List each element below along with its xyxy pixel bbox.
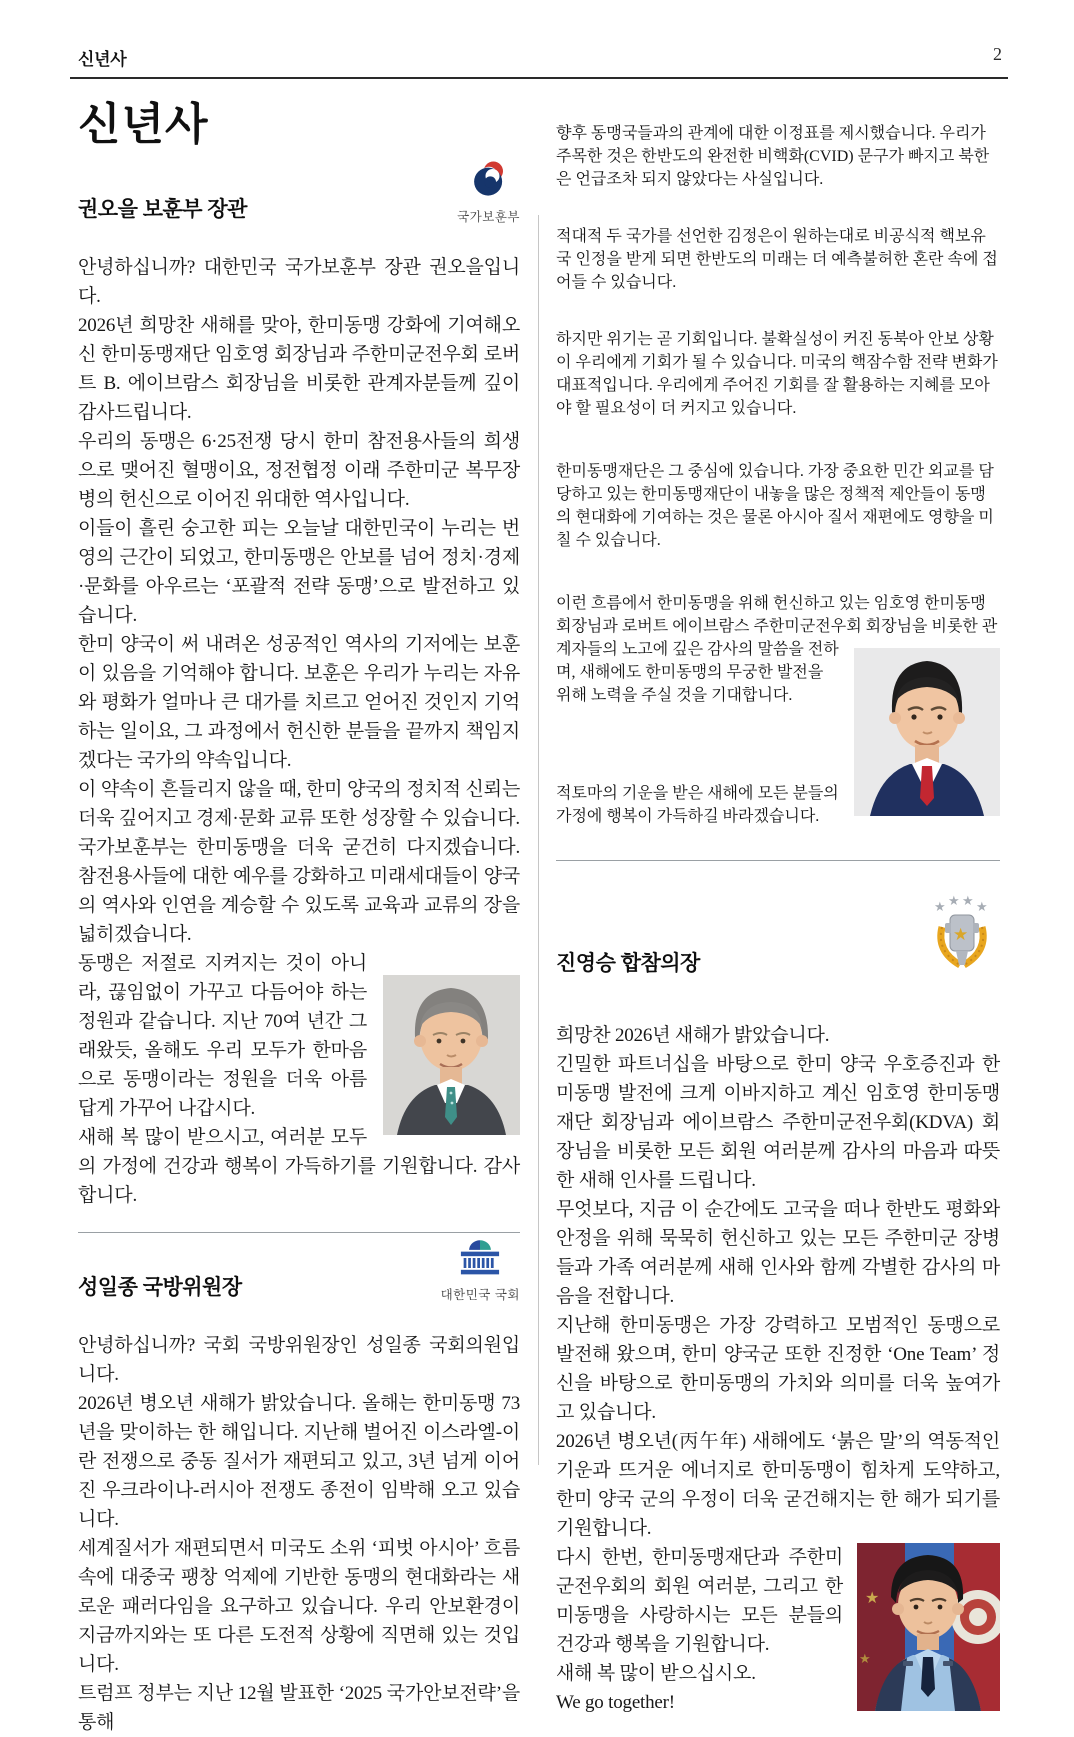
mpva-taegeuk-icon — [468, 158, 510, 205]
assembly-logo-caption: 대한민국 국회 — [440, 1288, 520, 1302]
body-paragraph: 새해 복 많이 받으시고, 여러분 모두의 가정에 건강과 행복이 가득하기를 기원합니다. 감사합니다. — [78, 1127, 520, 1206]
body-paragraph: 안녕하십니까? 국회 국방위원장인 성일종 국회의원입니다. — [78, 1335, 520, 1385]
section-kwon-heading-row — [78, 167, 520, 225]
svg-text:★: ★ — [934, 900, 946, 915]
svg-text:★: ★ — [976, 900, 988, 915]
section-heading-jin: 진영승 합참의장 — [556, 952, 700, 975]
column-divider — [538, 215, 539, 1465]
body-paragraph: 한미동맹재단은 그 중심에 있습니다. 가장 중요한 민간 외교를 담당하고 있는 한미동맹재단이 내놓을 많은 정책적 제안들이 동맹의 현대화에 기여하는 것은 물론 아시아 질서 재편에도 영향을 미칠 수 있습니다. — [556, 463, 994, 549]
paragraph-text: 이런 흐름에서 한미동맹을 위해 헌신하고 있는 임호영 한미동맹회장님과 로버트 에이브람스 주한미군전우회 회장님을 비롯한 관계자들의 노고에 깊은 감사의 말씀을 전하며, 새해에도 한미동맹의 무궁한 발전을 위해 노력을 주실 것을 기대합니다. — [556, 595, 998, 704]
body-paragraph: 2026년 병오년(丙午年) 새해에도 ‘붉은 말’의 역동적인 기운과 뜨거운 에너지로 한미동맹이 힘차게 도약하고, 한미 양국 군의 우정이 더욱 굳건해지는 한 해가 되기를 기원합니다. — [556, 1431, 1000, 1539]
svg-text:★: ★ — [865, 1588, 880, 1607]
body-paragraph: 새해 복 많이 받으십시오. — [556, 1663, 756, 1684]
mpva-logo — [457, 158, 520, 225]
assembly-building-icon — [452, 1238, 508, 1283]
section-heading-kwon: 권오을 보훈부 장관 — [78, 198, 247, 221]
body-paragraph: 이 약속이 흔들리지 않을 때, 한미 양국의 정치적 신뢰는 더욱 깊어지고 경제·문화 교류 또한 성장할 수 있습니다. — [78, 779, 520, 829]
svg-text:★: ★ — [953, 925, 969, 945]
paragraph-text: 동맹은 저절로 지켜지는 것이 아니라, 끊임없이 가꾸고 다듬어야 하는 정원과 같습니다. 지난 70여 년간 그래왔듯, 올해도 우리 모두가 한마음으로 동맹이라는 정원을 더욱 아름답게 가꾸어 나갑시다. — [78, 953, 367, 1119]
body-paragraph — [556, 1543, 1000, 1667]
body-paragraph: 안녕하십니까? 대한민국 국가보훈부 장관 권오을입니다. — [78, 257, 520, 307]
body-paragraph: 적대적 두 국가를 선언한 김정은이 원하는대로 비공식적 핵보유국 인정을 받게 되면 한반도의 미래는 더 예측불허한 혼란 속에 접어들 수 있습니다. — [556, 228, 998, 291]
body-paragraph: 트럼프 정부는 지난 12월 발표한 ‘2025 국가안보전략’을 통해 — [78, 1683, 520, 1733]
body-paragraph — [78, 949, 520, 1123]
photo-jin-young-seung — [857, 1543, 1000, 1711]
section-sung-heading-row — [78, 1245, 520, 1303]
body-paragraph: 향후 동맹국들과의 관계에 대한 이정표를 제시했습니다. 우리가 주목한 것은 한반도의 완전한 비핵화(CVID) 문구가 빠지고 북한은 언급조차 되지 않았다는 사실입니다. — [556, 125, 990, 188]
body-paragraph: 긴밀한 파트너십을 바탕으로 한미 양국 우호증진과 한미동맹 발전에 크게 이바지하고 계신 임호영 한미동맹재단 회장님과 에이브람스 주한미군전우회(KDVA) 회장님을 비롯한 모든 회원 여러분께 감사의 마음과 따뜻한 새해 인사를 드립니다. — [556, 1054, 1000, 1191]
photo-kwon-oh-eul — [383, 949, 520, 1135]
paragraph-text: 다시 한번, 한미동맹재단과 주한미군전우회의 회원 여러분, 그리고 한미동맹을 사랑하시는 모든 분들의 건강과 행복을 기원합니다. — [556, 1547, 843, 1655]
body-paragraph: 지난해 한미동맹은 가장 강력하고 모범적인 동맹으로 발전해 왔으며, 한미 양국군 또한 진정한 ‘One Team’ 정신을 바탕으로 한미동맹의 가치와 의미를 더욱 높여가고 있습니다. — [556, 1315, 1000, 1423]
svg-text:★: ★ — [962, 894, 974, 909]
section-divider — [78, 1232, 520, 1233]
body-paragraph: 우리의 동맹은 6·25전쟁 당시 한미 참전용사들의 희생으로 맺어진 혈맹이요, 정전협정 이래 주한미군 복무장병의 헌신으로 이어진 위대한 역사입니다. — [78, 431, 520, 510]
svg-text:★: ★ — [859, 1652, 871, 1667]
body-paragraph: 희망찬 2026년 새해가 밝았습니다. — [556, 1025, 830, 1046]
body-paragraph: 이들이 흘린 숭고한 피는 오늘날 대한민국이 누리는 번영의 근간이 되었고, 한미동맹은 안보를 넘어 정치·경제·문화를 아우르는 ‘포괄적 전략 동맹’으로 발전하고 있습니다. — [78, 518, 520, 626]
jcs-emblem-icon — [930, 893, 994, 978]
national-assembly-logo — [441, 1238, 520, 1303]
mpva-logo-caption: 국가보훈부 — [457, 210, 520, 224]
left-column — [78, 100, 520, 1737]
body-paragraph: 한미 양국이 써 내려온 성공적인 역사의 기저에는 보훈이 있음을 기억해야 합니다. 보훈은 우리가 누리는 자유와 평화가 얼마나 큰 대가를 치르고 얻어진 것인지 기억하는 일이요, 그 과정에서 헌신한 분들을 끝까지 책임지겠다는 국가의 약속입니다. — [78, 634, 520, 771]
svg-text:★: ★ — [948, 894, 960, 909]
page-number: 2 — [993, 44, 1002, 64]
body-paragraph: 적토마의 기운을 받은 새해에 모든 분들의 가정에 행복이 가득하길 바라겠습니다. — [556, 785, 839, 825]
section-sung-body-continued — [556, 120, 1000, 838]
body-paragraph: 국가보훈부는 한미동맹을 더욱 굳건히 다지겠습니다. 참전용사들에 대한 예우를 강화하고 미래세대들이 양국의 역사와 인연을 계승할 수 있도록 교육과 교류의 장을 넓히겠습니다. — [78, 837, 520, 945]
body-paragraph: 세계질서가 재편되면서 미국도 소위 ‘피벗 아시아’ 흐름 속에 대중국 팽창 억제에 기반한 동맹의 현대화라는 새로운 패러다임을 요구하고 있습니다. 우리 안보환경이 지금까지와는 또 다른 도전적 상황에 직면해 있는 것입니다. — [78, 1538, 520, 1675]
section-sung-body — [78, 1331, 520, 1737]
article-title: 신년사 — [78, 100, 209, 149]
section-jin-heading-row — [556, 881, 1000, 985]
body-paragraph: 하지만 위기는 곧 기회입니다. 불확실성이 커진 동북아 안보 상황이 우리에게 기회가 될 수 있습니다. 미국의 핵잠수함 전략 변화가 대표적입니다. 우리에게 주어진 기회를 잘 활용하는 지혜를 모아야 할 필요성이 더 커지고 있습니다. — [556, 331, 998, 417]
header-rule — [70, 77, 1008, 79]
section-heading-sung: 성일종 국방위원장 — [78, 1276, 242, 1299]
header-section-label: 신년사 — [78, 50, 127, 69]
section-jin-body — [556, 1021, 1000, 1717]
body-paragraph: 2026년 병오년 새해가 밝았습니다. 올해는 한미동맹 73년을 맞이하는 한 해입니다. 지난해 벌어진 이스라엘-이란 전쟁으로 중동 질서가 재편되고 있고, 3년 넘게 이어진 우크라이나-러시아 전쟁도 종전이 임박해 오고 있습니다. — [78, 1393, 520, 1530]
body-paragraph: 무엇보다, 지금 이 순간에도 고국을 떠나 한반도 평화와 안정을 위해 묵묵히 헌신하고 있는 모든 주한미군 장병들과 가족 여러분께 새해 인사와 함께 각별한 감사의 마음을 전합니다. — [556, 1199, 1000, 1307]
body-paragraph: 2026년 희망찬 새해를 맞아, 한미동맹 강화에 기여해오신 한미동맹재단 임호영 회장님과 주한미군전우회 로버트 B. 에이브람스 회장님을 비롯한 관계자분들께 깊이 감사드립니다. — [78, 315, 520, 423]
body-paragraph: We go together! — [556, 1692, 675, 1713]
section-kwon-body — [78, 253, 520, 1210]
right-column — [556, 104, 1000, 1717]
body-paragraph — [556, 590, 1000, 764]
section-divider — [556, 860, 1000, 861]
